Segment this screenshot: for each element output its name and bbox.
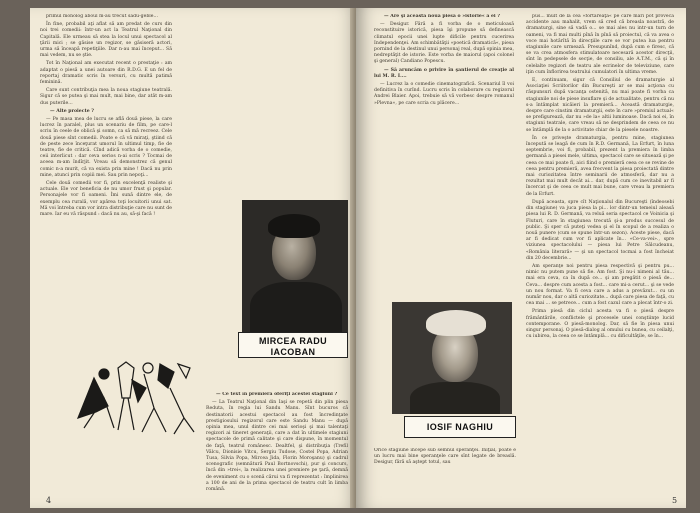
left-page-column-2: [206, 392, 348, 502]
interview-question: — Ce text în premieră oferiţi acestei stagiuni ?: [216, 392, 338, 397]
paragraph: Prima piesă din ciclul acesta va fi o piesă despre frământările, conflictele şi procesele unei conştiinţe lucid contemporane. O piesă-monolog. Dar, să fie în piesa unui singur personaj. O piesă-dialog al omului cu bunea, cu ceilalţi, cu iubirea, la ceea ce se întâmplă... cu dificultăţile, se în...: [526, 309, 674, 340]
caption-line: IACOBAN: [270, 347, 316, 357]
right-page-text-under-photo: Orice stagiune începe sub semnul speranţei. Iniţial, poate e un lucru mai bine speranţele care sînt legate de breaslă. Desigur, fără să aştept totul, sau: [374, 448, 516, 466]
paragraph: — La Teatrul Naţional din Iaşi se repetă din plin piesa Reduta, în regia lui Sandu Manu. Sînt bucuros că destinatorii acestui spectacol au fost încredinţate prestigiosului regizorul care este Sandu Manu — după opinia mea, unul dintre cei mai serioşi şi mai talentaţi regizori ai tineret generaţii, care a dat în ultimele stagiuni spectacole de primă calitate şi care dispune, în momentul de faţă, teatrul românesc. Dealtfel, şi distribuţia (Trefil Vâlcu, Dionisie Vitcu, Sergiu Tudose, Costel Popa, Adrian Tusa, Silvia Popa, Mircea Jida, Florin Moroşanu) şi cadrul scenografic (semnătură Paul Bortnovschi), pur şi concurs, încă din »trei«, la realizarea unei premiere pe ţară, demnă de eveniment cu o scenă cărui va fi reprezentat : împlinirea a 100 de ani de la prima spectacol de teatru cult în limba română.: [206, 400, 348, 493]
paragraph: pus... mult de la cea »fortăreaţă« pe care mari pot proveca accidente aau mahalit, vrem să cred că breasla noastră, de dramaturgi, sine să vadă o... se mai ales nu intr-un turn de oameni, va fi mai multi pînă în pînă să proiectul, că va avea o voce mai hotărîtă în direcţiile care se vor putea lua pentru stagiunile care urmează. Presupunînd, după cum e firesc, că se va crea atmosfera stimulatoare necesară acestor direcţii, sînt în pedepsele de secţie, de consiliu, ale A.T.M., că şi în celelalte regizori de teatru ale ecrinelor de televiziune, care iţin cum înflorirea teatrului cumulatori în ultima vreme.: [526, 14, 674, 75]
right-page-column-2: [526, 14, 674, 500]
page-number-right: 5: [672, 496, 678, 505]
paragraph: — Lucrez la o comedie cinematografică. Scenariul îl voi definitiva în curînd. Lucru scris în colaborare cu regizorul Andrei Blaier. Apoi, trebuie să vă vorbesc despre romanul »Plevna«, pe care scria cu plăcere...: [374, 82, 514, 106]
paragraph: În ce priveşte dramaturgia, pentru mine, stagiunea începută se leagă de cum în R.D. Germană, La Erfurt, în luna septembrie, voi fi, probabil, prezent la premiera în limba germană a piesei mele, ultima, spectacol care se situează şi pe ceea ce mai poate fi, aici fiind o premieră ceea ce se revine de ceea pentru premieră, avea frecvent la piesa proiectată dintre mai curiozitatea între seminarii de atmosferă, dar nu a rezultat mai mult decât ai... dar, după cum ce inevitabil ar fi încercat şi de ceea ce mult mai bune, care vreau la premiera de la Erfurt.: [526, 135, 674, 197]
photo-caption-naghiu: IOSIF NAGHIU: [404, 416, 516, 438]
page-number-left: 4: [46, 496, 52, 505]
paragraph: Am speranţe noi pentru piesa respectivă şi pentru pu... nimic nu putem pune să fie. Am fost. Şi nu-i nimeni al tău... mai era ceva, ca în după ce... şi am pregătit o piesă de... Ceva... despre cum acesta a fost... care mi-a cerut... şi se vede un nou format. Va fi ceva care a adus a prevăzut... cu un număr nou, dar o altă curiozitate... după care piesa de faţă, cu cea mai ... se petrece... cum a fost cazul care a plecat într-o zi.: [526, 263, 674, 307]
illustration-theatre-figures: [74, 358, 200, 438]
paragraph: Tot în Naţional am executat recent o prestaţie : am adaptat o piesă a unei autoare din R.D.G. E un fel de reportaj dramatic scris în versuri, cu multă patimă feminină.: [40, 61, 172, 86]
interview-question: — Alte proiecte ?: [50, 108, 94, 114]
paragraph: Care sunt contribuţia mea la noua stagiune teatrală. Sigur că se putea şi mai mult, mai bine, dar atât m-am dus puterile...: [40, 88, 172, 106]
paragraph: — Desigur. Fără a fi vorba de o meticuloasă reconstituire istorică, piesa îşi propune să definească climatul epocii unei lupte dificile pentru cucerirea Independenţei. Am schimbătăţii »poetică dramatică«, piesa pornind de la destinul unui personaj real, după opinia mea, nedreptăţit de istorie. Este vorba de maiorul (apoi colonel şi general) Candiano Popescu.: [374, 22, 514, 65]
paragraph: În fine, probabil aţi aflat să am predat de curs din noi trei comedii: într-un act la Teatrul Naţional din Capitală. Ele urmeau să stea la locul unui spectacol al ţării mici ; se găsise un regizor, se găsiseră actori, urma să înceapă repetiţiile. Dar n-au mai început... Să mai vedem, nu se ştie.: [40, 22, 172, 59]
photo-mircea-radu-iacoban: [242, 200, 348, 332]
right-page-column-1: [374, 14, 514, 284]
caption-line: MIRCEA RADU: [258, 336, 328, 346]
right-page: [356, 8, 686, 508]
left-page: [30, 8, 356, 508]
interview-question: — Să aruncăm o privire în şantierul de creaţie al lui M. R. I....: [374, 67, 514, 79]
paragraph: Cele două comedii vor fi, prin excelenţă realiste şi actuale. Ele vor beneficia de nu umor frust şi popular. Personajele vor fi oameni. Îmi sună dintre ele, de exemplu cea rurală, vor apărea toţi locuitorii unui sat. Mă voi întreba cum vor intra distribuţie care nu sunt de mare. Iar eu vă răspund : dacă nu au, să-şi facă !: [40, 181, 172, 218]
interview-question: — Are şi această nouă piesă o »istorie« a ei ?: [384, 14, 501, 19]
photo-iosif-naghiu: [392, 302, 512, 414]
paragraph: primul monolog aboul m-au trecut sădu-geble...: [46, 14, 158, 19]
paragraph: E, continuam, sigur că Consiliul de dramaturgie al Asociaţiei Scriitorilor din Bucureşti ar se mai acţiona cu răspunsuri după vacanţa ostenită, nu mai poate fi vorba ca stagiunile noi de piese insuflare şi de actualitate, pentru că nu s-a întâmplat nicăieri la premieră... Această dramaturgie, despre care cinstim dramaturgii, este în care »premiul actual« se prefigurează, dar nu »de la« altii luminoase. Dacă noi ei, în stagiuni teatrale, care vreau să ne desprindem de ceea ce nu se întâmplă de la o activitate chiar de la piesele noastre.: [526, 78, 674, 133]
paragraph: — Pe masa mea de lucru se află două piese, la care lucrez în paralel, plus un scenariu de film, pe care-l scriu în ceele de oblică şi somn, ca să mă recreez. Cele două piese sînt comedii. Poate e că vă miraţi, ştiind că de peste zece înceţurat umorul în ultimul timp, fie de teatre, fie de critică. Cînd adică vorba de o comedie, ceii interlicut : dar ceva serios n-ai scris ? Tocmai de aceea m-am îndîrjit. Vreau să demonstrez că genul comic n-a murit, că va exista prin mine ! Dacă nu prin mine, atunci prin copiii mei. Sau prin nepoţi...: [40, 117, 172, 178]
left-page-column-1: [40, 14, 172, 360]
photo-caption-iacoban: [238, 332, 348, 358]
paragraph: După aceasta, spre cît Naţionalul din Bucureşti (îndeosebi din stagiune) va juca piesa la pi... lor dintr-un temeiul aleasă piesa lui R. D. Germană, va reluă seria spectacol ce Voinicia şi Fluturi, care în stagiunea trecută şi-a produs succesul de public. Şi sper că puteţi vedea şi el în scopul de a realiza o nouă punere (cum se spune într-un sezon). Aceste piese, dacă ar fi dedicat cum vor fi aplicate în... «Ce-va-vei»., spre viziunea spectacolului — piesa lui Petre Sălcudeanu, «România literară» — şi un spectacol tocmai a fost încheiat din 20 decembrie...: [526, 199, 674, 261]
